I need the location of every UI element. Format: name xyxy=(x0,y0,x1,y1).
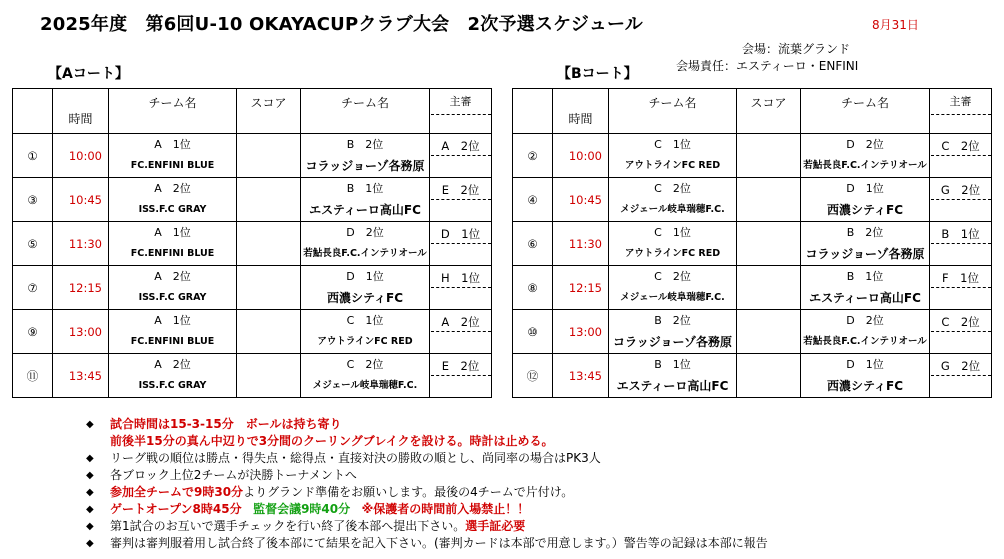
venue-text: 会場：流葉グランド xyxy=(742,42,851,56)
home-team-cell xyxy=(609,310,737,354)
home-team-rank: A 1位 xyxy=(154,313,191,327)
header-team-home: チーム名 xyxy=(609,89,737,134)
match-time: 10:45 xyxy=(53,178,109,222)
away-team-cell xyxy=(301,354,430,398)
header-num-cell xyxy=(13,89,53,134)
match-number: ⑨ xyxy=(13,310,53,354)
match-time: 13:00 xyxy=(53,310,109,354)
home-team-name: ISS.F.C GRAY xyxy=(138,291,207,303)
note-text: 第1試合のお互いで選手チェックを行い終了後本部へ提出下さい。 xyxy=(110,519,466,533)
referee-team: C 2位 xyxy=(931,138,991,156)
away-team-name: 若鮎長良F.C.インテリオール xyxy=(303,247,427,259)
table-header-row xyxy=(513,89,992,134)
home-team-rank: A 2位 xyxy=(154,357,191,371)
match-row xyxy=(513,134,992,178)
home-team-rank: C 1位 xyxy=(654,225,691,239)
referee-cell xyxy=(430,266,492,310)
match-time: 11:30 xyxy=(553,222,609,266)
match-number: ⑫ xyxy=(513,354,553,398)
header-referee-label: 主審 xyxy=(431,92,491,115)
court-b-label: 【Bコート】 xyxy=(557,66,638,82)
note-preparation xyxy=(86,484,768,501)
event-date: 8月31日 xyxy=(872,18,919,32)
court-b-schedule-table xyxy=(512,88,992,398)
court-a-label: 【Aコート】 xyxy=(48,66,129,82)
away-team-rank: C 2位 xyxy=(346,357,384,371)
header-time: 時間 xyxy=(553,89,609,134)
referee-cell xyxy=(930,134,992,178)
away-team-name: 若鮎長良F.C.インテリオール xyxy=(803,335,927,347)
match-number: ③ xyxy=(13,178,53,222)
away-team-rank: B 1位 xyxy=(346,181,384,195)
referee-team: D 1位 xyxy=(431,226,491,244)
referee-cell xyxy=(430,310,492,354)
diamond-bullet-icon: ◆ xyxy=(86,504,94,515)
home-team-cell xyxy=(609,178,737,222)
score-cell[interactable] xyxy=(237,310,301,354)
note-green-text: 監督会議9時40分 xyxy=(253,502,351,516)
referee-cell xyxy=(430,134,492,178)
away-team-name: 西濃シティFC xyxy=(826,202,904,217)
referee-cell xyxy=(930,178,992,222)
match-row xyxy=(13,222,492,266)
home-team-name: アウトラインFC RED xyxy=(624,247,721,259)
diamond-bullet-icon: ◆ xyxy=(86,521,94,532)
home-team-cell xyxy=(109,354,237,398)
match-number: ⑦ xyxy=(13,266,53,310)
match-number: ⑪ xyxy=(13,354,53,398)
match-time: 10:45 xyxy=(553,178,609,222)
match-time: 11:30 xyxy=(53,222,109,266)
home-team-name: メジェール岐阜瑞穂F.C. xyxy=(620,203,725,215)
note-advance xyxy=(86,467,768,484)
home-team-rank: B 2位 xyxy=(654,313,691,327)
page-title: 2025年度 第6回U-10 OKAYACUPクラブ大会 2次予選スケジュール xyxy=(40,14,643,35)
match-number: ① xyxy=(13,134,53,178)
home-team-name: メジェール岐阜瑞穂F.C. xyxy=(620,291,725,303)
referee-team: G 2位 xyxy=(931,358,991,376)
header-score: スコア xyxy=(737,89,801,134)
header-team-away: チーム名 xyxy=(801,89,930,134)
away-team-cell xyxy=(801,354,930,398)
away-team-cell xyxy=(801,178,930,222)
away-team-name: エスティーロ高山FC xyxy=(809,290,921,305)
referee-cell xyxy=(930,310,992,354)
away-team-name: コラッジョーゾ各務原 xyxy=(805,246,925,261)
home-team-name: アウトラインFC RED xyxy=(624,159,721,171)
home-team-cell xyxy=(109,178,237,222)
venue-responsible-text: 会場責任：エスティーロ・ENFINI xyxy=(676,59,859,73)
home-team-rank: C 1位 xyxy=(654,137,691,151)
home-team-cell xyxy=(609,354,737,398)
score-cell[interactable] xyxy=(737,354,801,398)
away-team-rank: D 1位 xyxy=(346,269,384,283)
score-cell[interactable] xyxy=(737,266,801,310)
home-team-name: FC.ENFINI BLUE xyxy=(130,335,215,347)
note-referee xyxy=(86,535,768,552)
header-referee-label: 主審 xyxy=(931,92,991,115)
match-row xyxy=(13,134,492,178)
away-team-rank: B 2位 xyxy=(346,137,384,151)
score-cell[interactable] xyxy=(737,178,801,222)
note-text: 試合時間は15-3-15分 ボールは持ち寄り xyxy=(110,417,342,431)
match-row xyxy=(513,310,992,354)
away-team-rank: D 2位 xyxy=(846,313,884,327)
away-team-cell xyxy=(801,310,930,354)
score-cell[interactable] xyxy=(237,134,301,178)
away-team-rank: D 1位 xyxy=(846,357,884,371)
referee-team: A 2位 xyxy=(431,314,491,332)
home-team-cell xyxy=(109,266,237,310)
home-team-rank: A 1位 xyxy=(154,225,191,239)
home-team-cell xyxy=(109,222,237,266)
home-team-rank: A 2位 xyxy=(154,269,191,283)
rules-notes xyxy=(86,416,768,552)
referee-cell xyxy=(430,222,492,266)
note-text: リーグ戦の順位は勝点・得失点・総得点・直接対決の勝敗の順とし、尚同率の場合はPK3人 xyxy=(110,451,601,465)
away-team-cell xyxy=(801,266,930,310)
home-team-rank: C 2位 xyxy=(654,181,691,195)
away-team-name: エスティーロ高山FC xyxy=(309,202,421,217)
score-cell[interactable] xyxy=(237,222,301,266)
match-time: 12:15 xyxy=(553,266,609,310)
match-row xyxy=(513,222,992,266)
header-team-away: チーム名 xyxy=(301,89,430,134)
match-row xyxy=(13,310,492,354)
score-cell[interactable] xyxy=(737,134,801,178)
home-team-name: エスティーロ高山FC xyxy=(616,378,729,393)
note-text: 審判は審判服着用し試合終了後本部にて結果を記入下さい。(審判カードは本部で用意します。）警告等の記録は本部に報告 xyxy=(110,536,768,550)
match-row xyxy=(513,178,992,222)
match-number: ⑧ xyxy=(513,266,553,310)
header-team-home: チーム名 xyxy=(109,89,237,134)
home-team-cell xyxy=(109,134,237,178)
away-team-name: 若鮎長良F.C.インテリオール xyxy=(803,159,927,171)
home-team-rank: B 1位 xyxy=(654,357,691,371)
home-team-cell xyxy=(609,134,737,178)
score-cell[interactable] xyxy=(237,266,301,310)
referee-cell xyxy=(930,354,992,398)
away-team-name: アウトラインFC RED xyxy=(317,335,413,347)
table-header-row xyxy=(13,89,492,134)
home-team-name: ISS.F.C GRAY xyxy=(138,203,207,215)
match-time: 13:45 xyxy=(53,354,109,398)
away-team-cell xyxy=(301,266,430,310)
match-number: ⑥ xyxy=(513,222,553,266)
header-score: スコア xyxy=(237,89,301,134)
referee-cell xyxy=(430,354,492,398)
diamond-bullet-icon: ◆ xyxy=(86,470,94,481)
score-cell[interactable] xyxy=(737,222,801,266)
away-team-cell xyxy=(301,222,430,266)
away-team-name: 西濃シティFC xyxy=(826,378,904,393)
away-team-cell xyxy=(801,134,930,178)
home-team-name: FC.ENFINI BLUE xyxy=(130,159,215,171)
note-cooling-break: 前後半15分の真ん中辺りで3分間のクーリングブレイクを設ける。時計は止める。 xyxy=(110,434,554,448)
diamond-bullet-icon: ◆ xyxy=(86,453,94,464)
referee-cell xyxy=(930,266,992,310)
away-team-cell xyxy=(301,310,430,354)
away-team-name: コラッジョーゾ各務原 xyxy=(305,158,425,173)
header-time: 時間 xyxy=(53,89,109,134)
match-row xyxy=(13,178,492,222)
home-team-cell xyxy=(609,266,737,310)
away-team-cell xyxy=(801,222,930,266)
away-team-cell xyxy=(301,178,430,222)
away-team-rank: D 1位 xyxy=(846,181,884,195)
away-team-name: 西濃シティFC xyxy=(326,290,404,305)
score-cell[interactable] xyxy=(237,178,301,222)
match-number: ② xyxy=(513,134,553,178)
match-number: ④ xyxy=(513,178,553,222)
note-red-text: 参加全チームで9時30分 xyxy=(110,485,244,499)
court-a-schedule-table xyxy=(12,88,492,398)
diamond-bullet-icon: ◆ xyxy=(86,487,94,498)
score-cell[interactable] xyxy=(237,354,301,398)
match-time: 10:00 xyxy=(53,134,109,178)
referee-team: F 1位 xyxy=(931,270,991,288)
note-gate-open xyxy=(86,501,768,518)
away-team-rank: C 1位 xyxy=(346,313,384,327)
home-team-cell xyxy=(609,222,737,266)
away-team-rank: B 2位 xyxy=(846,225,884,239)
away-team-rank: B 1位 xyxy=(846,269,884,283)
header-referee xyxy=(930,89,992,134)
match-time: 10:00 xyxy=(553,134,609,178)
note-match-time xyxy=(86,416,768,433)
note-text: 各ブロック上位2チームが決勝トーナメントへ xyxy=(110,468,357,482)
match-row xyxy=(513,354,992,398)
referee-team: A 2位 xyxy=(431,138,491,156)
referee-cell xyxy=(430,178,492,222)
home-team-name: FC.ENFINI BLUE xyxy=(130,247,215,259)
header-referee xyxy=(430,89,492,134)
match-time: 13:00 xyxy=(553,310,609,354)
match-row xyxy=(13,266,492,310)
note-red-text: 選手証必要 xyxy=(465,519,526,533)
match-time: 13:45 xyxy=(553,354,609,398)
header-num-cell xyxy=(513,89,553,134)
note-text: よりグランド準備をお願いします。最後の4チームで片付け。 xyxy=(243,485,574,499)
note-red-text: ※保護者の時間前入場禁止！！ xyxy=(361,502,530,516)
match-number: ⑤ xyxy=(13,222,53,266)
referee-team: G 2位 xyxy=(931,182,991,200)
home-team-name: コラッジョーゾ各務原 xyxy=(612,334,733,349)
home-team-rank: C 2位 xyxy=(654,269,691,283)
match-row xyxy=(513,266,992,310)
score-cell[interactable] xyxy=(737,310,801,354)
away-team-rank: D 2位 xyxy=(346,225,384,239)
referee-cell xyxy=(930,222,992,266)
home-team-name: ISS.F.C GRAY xyxy=(138,379,207,391)
match-row xyxy=(13,354,492,398)
note-player-check xyxy=(86,518,768,535)
away-team-name: メジェール岐阜瑞穂F.C. xyxy=(312,379,418,391)
match-number: ⑩ xyxy=(513,310,553,354)
diamond-bullet-icon: ◆ xyxy=(86,538,94,549)
referee-team: C 2位 xyxy=(931,314,991,332)
home-team-rank: A 2位 xyxy=(154,181,191,195)
referee-team: B 1位 xyxy=(931,226,991,244)
referee-team: E 2位 xyxy=(431,358,491,376)
note-red-text: ゲートオープン8時45分 xyxy=(110,502,242,516)
diamond-bullet-icon: ◆ xyxy=(86,419,94,430)
away-team-rank: D 2位 xyxy=(846,137,884,151)
home-team-cell xyxy=(109,310,237,354)
away-team-cell xyxy=(301,134,430,178)
note-ranking xyxy=(86,450,768,467)
referee-team: E 2位 xyxy=(431,182,491,200)
home-team-rank: A 1位 xyxy=(154,137,191,151)
match-time: 12:15 xyxy=(53,266,109,310)
referee-team: H 1位 xyxy=(431,270,491,288)
